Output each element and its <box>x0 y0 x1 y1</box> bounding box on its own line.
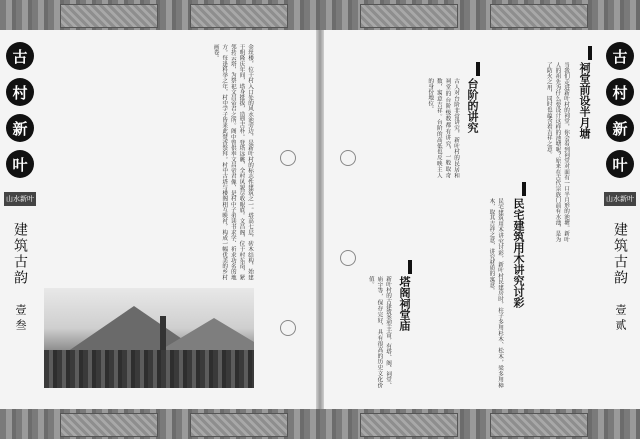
heading-marker <box>522 182 526 196</box>
badge-char: 新 <box>6 114 34 142</box>
series-tag: 山水新叶 <box>604 192 636 206</box>
text-wood-selection: 民宅建筑用木讲究讨彩，新叶村民建房时，柱子多用杉木、松木，梁多用樟木，取其吉祥之意，讲究材质的寓意。 <box>488 198 503 388</box>
section-title: 建筑古韵 <box>612 222 628 286</box>
text-pagoda-temple: 新叶村的古建筑类型丰富，有塔、阁、祠堂、庙宇等，保存完好，具有很高的历史文化价值。 <box>367 276 391 388</box>
ornament-circle <box>340 250 356 266</box>
page-number: 壹贰 <box>614 304 627 334</box>
top-ornament-band <box>0 0 640 30</box>
badge-char: 叶 <box>606 150 634 178</box>
badge-char: 叶 <box>6 150 34 178</box>
pagoda-shape <box>160 316 166 354</box>
heading-steps: 台阶的讲究 <box>466 78 479 133</box>
carved-panel <box>190 413 288 437</box>
book-spine <box>316 30 324 409</box>
carved-panel <box>490 4 588 28</box>
section-title: 建筑古韵 <box>12 222 28 286</box>
heading-half-moon-pond: 祠堂前设半月塘 <box>578 62 591 139</box>
carved-panel <box>60 413 158 437</box>
heading-wood-selection: 民宅建筑用木讲究讨彩 <box>512 198 525 308</box>
village-rooftops <box>44 350 254 388</box>
village-photo <box>44 288 254 388</box>
text-steps: 古人对台阶非常讲究，新叶村的民居和祠堂的台阶级数都有讲究，一般取奇数，寓意吉祥。台阶的高低也反映主人的身份地位。 <box>427 78 459 178</box>
ornament-circle <box>340 150 356 166</box>
series-tag: 山水新叶 <box>4 192 36 206</box>
mountain-shape <box>154 318 254 354</box>
badge-char: 村 <box>6 78 34 106</box>
text-half-moon-pond: 当我们走进新叶村的祠堂，你会看到祠堂对面有一口半月形的池塘。新叶人的祖先为什么要设计这样的池塘呢？原来在古代宗族门前有水池，是为了防火之用，同时也蕴含着吉祥之意。 <box>545 62 569 242</box>
ornament-circle <box>280 320 296 336</box>
left-body-text: 金丝楼，位于村入口处的风水池旁边，是新叶村的标志性建筑之一。塔高七层，砖木结构，始建于明隆庆年间，塔身挺拔，造型古朴。登塔远眺，全村风貌尽收眼底。文昌阁，位于村东南，紧邻抟云塔，为祭祀文昌帝君之所。阁中曾供奉文昌帝君像，是村中子弟读书求学、祈求功名的地方。每逢科举之年，村中学子皆来此焚香祭拜。村中古塔与楼阁相互映衬，构成一幅优美的乡村画卷。 <box>212 44 253 280</box>
badge-char: 古 <box>6 42 34 70</box>
carved-panel <box>360 4 458 28</box>
page-number: 壹叁 <box>14 304 27 334</box>
carved-panel <box>490 413 588 437</box>
right-sidebar <box>602 42 638 334</box>
left-sidebar <box>2 42 38 334</box>
heading-pagoda-temple: 塔阁祠堂庙 <box>398 276 411 331</box>
badge-char: 古 <box>606 42 634 70</box>
carved-panel <box>190 4 288 28</box>
heading-marker <box>588 46 592 60</box>
heading-marker <box>408 260 412 274</box>
carved-panel <box>360 413 458 437</box>
badge-char: 新 <box>606 114 634 142</box>
bottom-ornament-band <box>0 409 640 439</box>
heading-marker <box>476 62 480 76</box>
carved-panel <box>60 4 158 28</box>
ornament-circle <box>280 150 296 166</box>
badge-char: 村 <box>606 78 634 106</box>
